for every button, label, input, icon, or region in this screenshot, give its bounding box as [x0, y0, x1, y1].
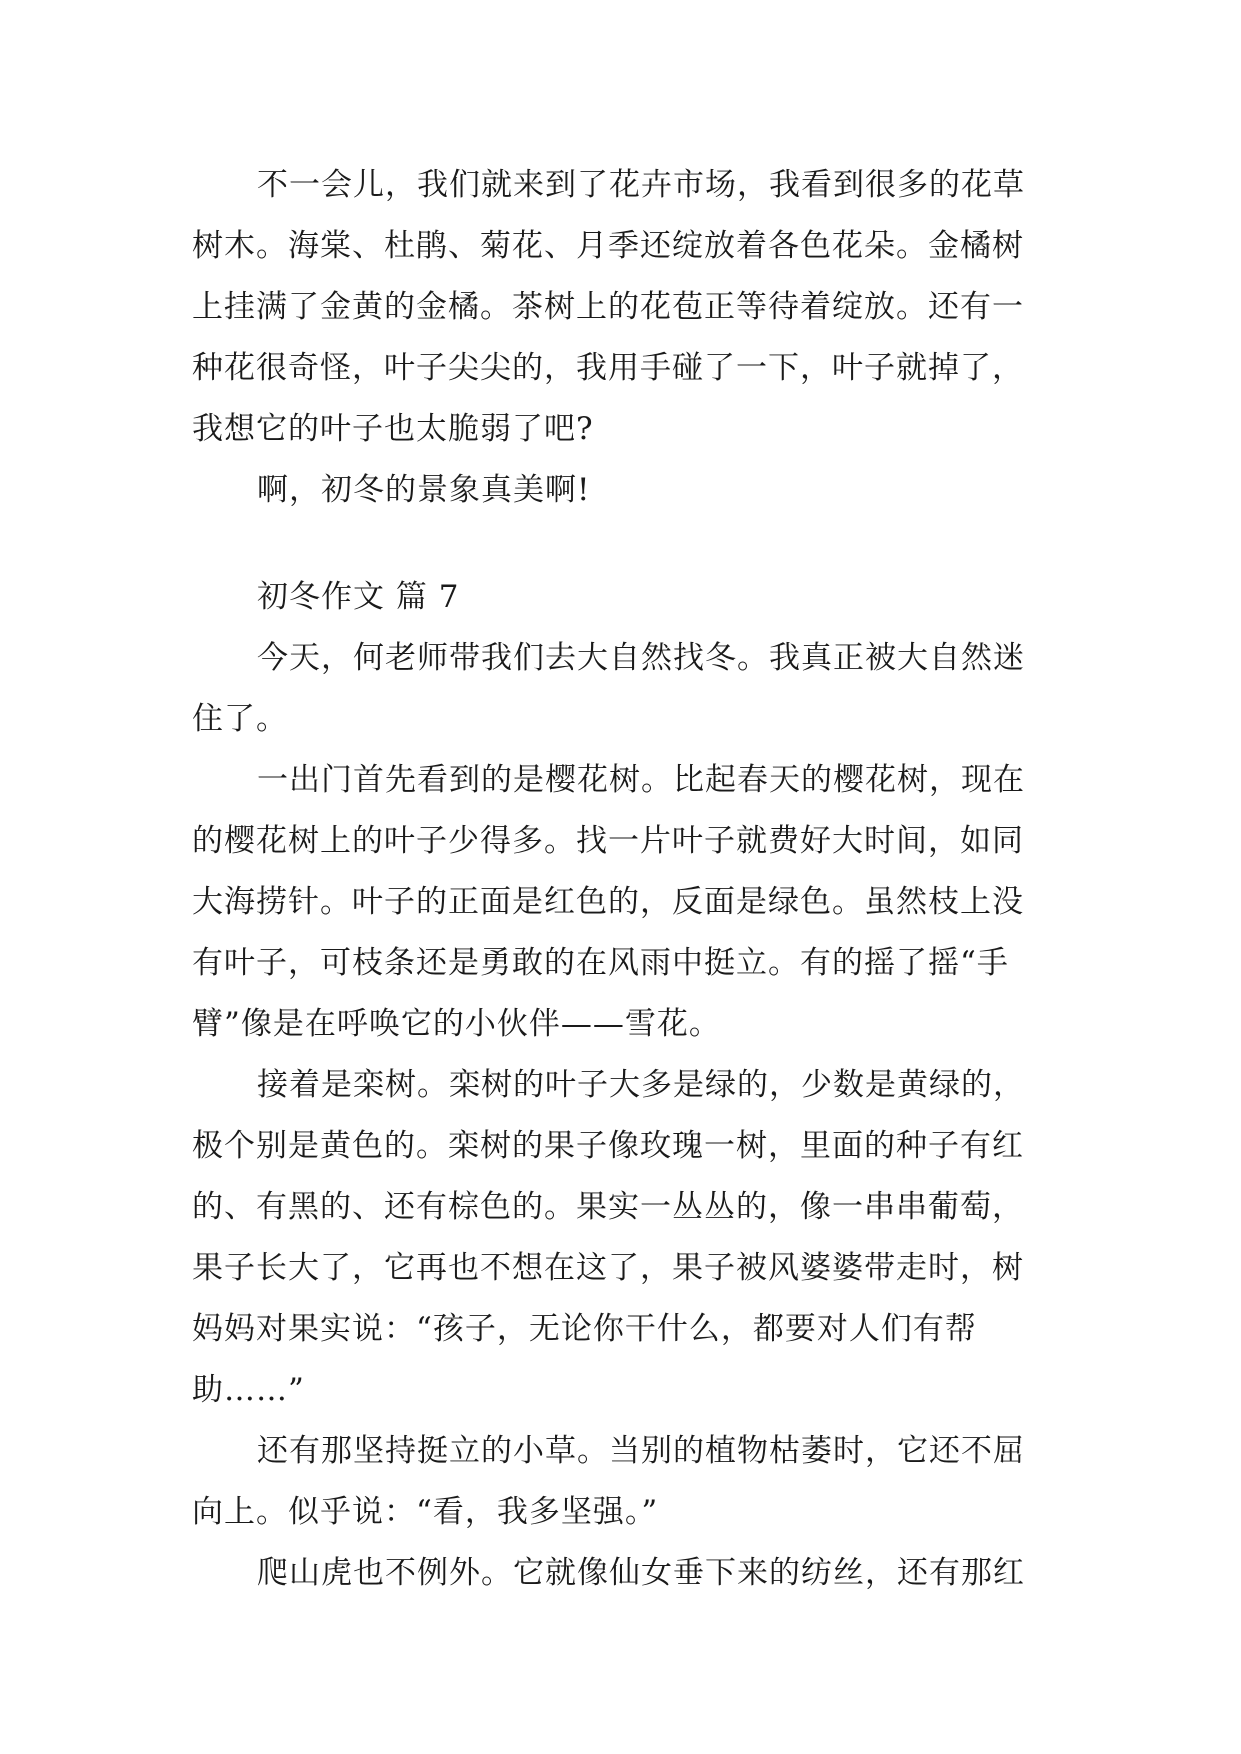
paragraph-line: 爬山虎也不例外。它就像仙女垂下来的纺丝，还有那红 — [257, 1555, 1025, 1591]
paragraph-line: 不一会儿，我们就来到了花卉市场，我看到很多的花草 — [257, 167, 1025, 203]
paragraph-line: 我想它的叶子也太脆弱了吧? — [192, 411, 594, 447]
paragraph-line: 啊，初冬的景象真美啊! — [257, 472, 591, 508]
paragraph-line: 臂”像是在呼唤它的小伙伴——雪花。 — [192, 1006, 721, 1042]
paragraph-line: 一出门首先看到的是樱花树。比起春天的樱花树，现在 — [257, 762, 1025, 798]
paragraph-line: 大海捞针。叶子的正面是红色的，反面是绿色。虽然枝上没 — [192, 884, 1024, 920]
paragraph-line: 住了。 — [192, 701, 288, 737]
paragraph-line: 的、有黑的、还有棕色的。果实一丛丛的，像一串串葡萄， — [192, 1189, 1024, 1225]
paragraph-line: 妈妈对果实说：“孩子，无论你干什么，都要对人们有帮 — [192, 1311, 977, 1347]
paragraph-line: 的樱花树上的叶子少得多。找一片叶子就费好大时间，如同 — [192, 823, 1024, 859]
paragraph-line: 极个别是黄色的。栾树的果子像玫瑰一树，里面的种子有红 — [192, 1128, 1024, 1164]
paragraph-line: 有叶子，可枝条还是勇敢的在风雨中挺立。有的摇了摇“手 — [192, 945, 1009, 981]
paragraph-line: 种花很奇怪，叶子尖尖的，我用手碰了一下，叶子就掉了， — [192, 350, 1024, 386]
paragraph-line: 向上。似乎说：“看，我多坚强。” — [192, 1494, 659, 1530]
paragraph-line: 接着是栾树。栾树的叶子大多是绿的，少数是黄绿的， — [257, 1067, 1025, 1103]
paragraph-line: 今天，何老师带我们去大自然找冬。我真正被大自然迷 — [257, 640, 1025, 676]
paragraph-line: 还有那坚持挺立的小草。当别的植物枯萎时，它还不屈 — [257, 1433, 1025, 1469]
section-heading: 初冬作文 篇 7 — [257, 579, 460, 615]
paragraph-line: 助……” — [192, 1372, 305, 1408]
paragraph-line: 上挂满了金黄的金橘。茶树上的花苞正等待着绽放。还有一 — [192, 289, 1024, 325]
paragraph-line: 果子长大了，它再也不想在这了，果子被风婆婆带走时，树 — [192, 1250, 1024, 1286]
paragraph-line: 树木。海棠、杜鹃、菊花、月季还绽放着各色花朵。金橘树 — [192, 228, 1024, 264]
